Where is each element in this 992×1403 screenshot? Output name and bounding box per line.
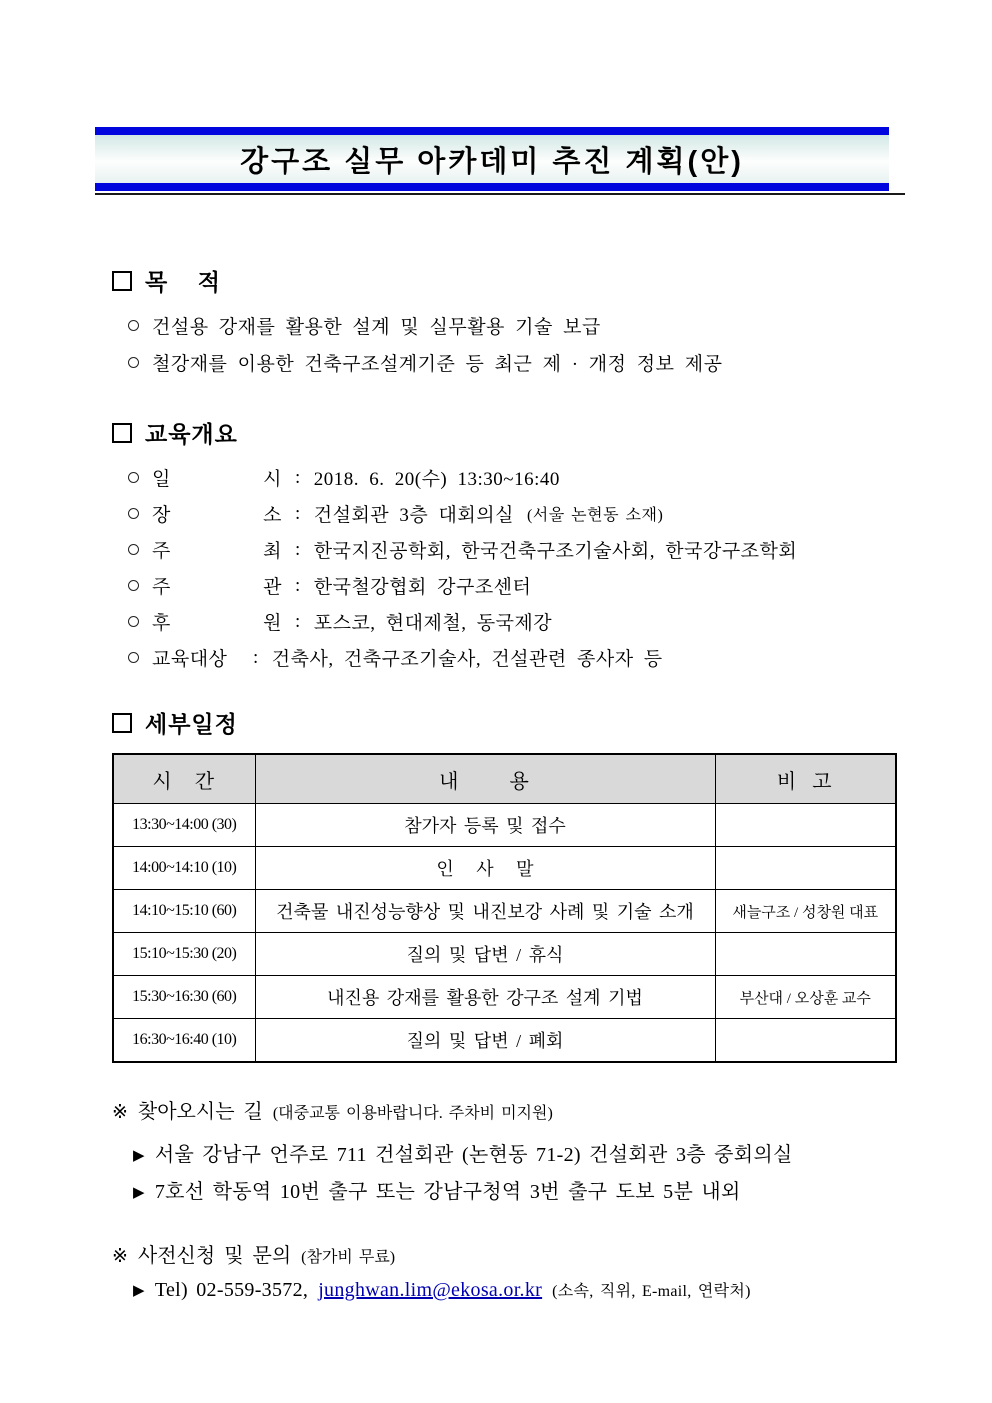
overview-item-value: 한국지진공학회, 한국건축구조기술사회, 한국강구조학회 (313, 541, 798, 562)
label-separator: : (294, 502, 301, 524)
schedule-table (112, 753, 897, 1063)
bullet-circle-icon (128, 580, 139, 591)
cell-time: 15:10~15:30 (20) (113, 933, 255, 976)
cell-note (715, 804, 896, 847)
cell-content: 참가자 등록 및 접수 (255, 804, 715, 847)
reference-mark-icon: ※ (112, 1102, 128, 1123)
cell-note (715, 1019, 896, 1063)
cell-time: 16:30~16:40 (10) (113, 1019, 255, 1063)
overview-item-audience (128, 644, 663, 671)
section-heading-schedule-label: 세부일정 (145, 711, 238, 737)
cell-content: 내진용 강재를 활용한 강구조 설계 기법 (255, 976, 715, 1019)
overview-item-organizer (128, 572, 531, 599)
banner-underline (95, 193, 905, 195)
cell-note: 새늘구조 / 성창원 대표 (715, 890, 896, 933)
cell-content: 질의 및 답변 / 폐회 (255, 1019, 715, 1063)
bullet-circle-icon (128, 508, 139, 519)
purpose-bullet-2-text: 철강재를 이용한 건축구조설계기준 등 최근 제 · 개정 정보 제공 (152, 354, 723, 375)
banner-body (95, 135, 889, 183)
banner-bottom-rule (95, 183, 889, 191)
right-triangle-icon: ▶ (133, 1148, 145, 1164)
purpose-bullet-1-text: 건설용 강재를 활용한 설계 및 실무활용 기술 보급 (152, 317, 601, 338)
table-row (113, 933, 896, 976)
bullet-circle-icon (128, 652, 139, 663)
col-header-time: 시 간 (113, 754, 255, 804)
contact-email-link[interactable]: junghwan.lim@ekosa.or.kr (318, 1279, 543, 1301)
title-banner (95, 127, 889, 191)
directions-item-subway (133, 1175, 741, 1204)
right-triangle-icon: ▶ (133, 1283, 145, 1299)
section-heading-overview (112, 416, 238, 449)
right-triangle-icon: ▶ (133, 1185, 145, 1201)
overview-item-label: 교육대상 (152, 649, 228, 670)
cell-note (715, 933, 896, 976)
bullet-circle-icon (128, 472, 139, 483)
overview-item-value: 한국철강협회 강구조센터 (313, 577, 532, 598)
application-heading: 사전신청 및 문의 (137, 1245, 292, 1267)
label-separator: : (253, 646, 259, 668)
overview-item-label: 장 소 (152, 505, 282, 526)
overview-item-label: 주 최 (152, 541, 282, 562)
contact-phone: Tel) 02-559-3572, (154, 1279, 309, 1301)
overview-item-venue (128, 500, 663, 527)
table-row (113, 890, 896, 933)
cell-content: 질의 및 답변 / 휴식 (255, 933, 715, 976)
overview-item-value: 2018. 6. 20(수) 13:30~16:40 (313, 469, 560, 490)
section-heading-schedule (112, 706, 238, 739)
section-heading-purpose (112, 264, 221, 297)
application-heading-note: (참가비 무료) (301, 1249, 396, 1266)
directions-heading: 찾아오시는 길 (137, 1101, 263, 1123)
cell-time: 13:30~14:00 (30) (113, 804, 255, 847)
cell-note (715, 847, 896, 890)
contact-line (133, 1278, 751, 1302)
bullet-circle-icon (128, 357, 139, 368)
bullet-circle-icon (128, 320, 139, 331)
contact-email-note: (소속, 직위, E-mail, 연락처) (552, 1283, 751, 1300)
bullet-circle-icon (128, 616, 139, 627)
label-separator: : (294, 574, 301, 596)
directions-heading-line (112, 1095, 553, 1124)
overview-item-value: 포스코, 현대제철, 동국제강 (313, 613, 553, 634)
label-separator: : (294, 610, 301, 632)
label-separator: : (294, 466, 301, 488)
table-row (113, 847, 896, 890)
overview-item-note: (서울 논현동 소재) (526, 507, 664, 524)
directions-item-text: 서울 강남구 언주로 711 건설회관 (논현동 71-2) 건설회관 3층 중회의실 (154, 1144, 793, 1166)
table-row (113, 1019, 896, 1063)
table-header-row (113, 754, 896, 804)
cell-time: 15:30~16:30 (60) (113, 976, 255, 1019)
purpose-bullet-1 (128, 312, 601, 339)
overview-item-sponsor (128, 608, 552, 635)
overview-item-host (128, 536, 797, 563)
reference-mark-icon: ※ (112, 1246, 128, 1267)
directions-item-address (133, 1138, 793, 1167)
directions-heading-note: (대중교통 이용바랍니다. 주차비 미지원) (272, 1105, 553, 1122)
col-header-content: 내 용 (255, 754, 715, 804)
label-separator: : (294, 538, 301, 560)
table-row (113, 804, 896, 847)
cell-content: 인 사 말 (255, 847, 715, 890)
page-title: 강구조 실무 아카데미 추진 계획(안) (240, 145, 744, 178)
cell-time: 14:00~14:10 (10) (113, 847, 255, 890)
overview-item-datetime (128, 464, 560, 491)
purpose-bullet-2 (128, 349, 722, 376)
section-checkbox-icon (112, 713, 132, 733)
overview-item-label: 후 원 (152, 613, 282, 634)
section-checkbox-icon (112, 423, 132, 443)
overview-item-value: 건설회관 3층 대회의실 (313, 505, 514, 526)
application-heading-line (112, 1239, 395, 1268)
col-header-note: 비 고 (715, 754, 896, 804)
cell-content: 건축물 내진성능향상 및 내진보강 사례 및 기술 소개 (255, 890, 715, 933)
section-checkbox-icon (112, 271, 132, 291)
directions-item-text: 7호선 학동역 10번 출구 또는 강남구청역 3번 출구 도보 5분 내외 (154, 1181, 741, 1203)
bullet-circle-icon (128, 544, 139, 555)
overview-item-label: 주 관 (152, 577, 282, 598)
banner-top-rule (95, 127, 889, 135)
cell-note: 부산대 / 오상훈 교수 (715, 976, 896, 1019)
table-row (113, 976, 896, 1019)
cell-time: 14:10~15:10 (60) (113, 890, 255, 933)
section-heading-purpose-label: 목 적 (145, 269, 221, 295)
overview-item-label: 일 시 (152, 469, 282, 490)
overview-item-value: 건축사, 건축구조기술사, 건설관련 종사자 등 (271, 649, 663, 670)
section-heading-overview-label: 교육개요 (145, 421, 238, 447)
